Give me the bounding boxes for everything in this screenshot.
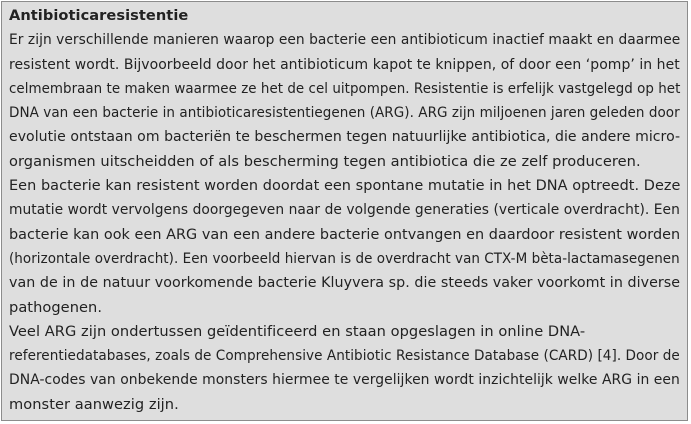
text-line: monster aanwezig zijn. xyxy=(9,395,179,413)
text-line: resistent wordt. Bijvoorbeeld door het antibioticum kapot te knippen, of door een ‘pomp’ in het xyxy=(9,55,680,73)
info-text-box xyxy=(1,1,688,421)
text-line: bacterie kan ook een ARG van een andere bacterie ontvangen en daardoor resistent worden xyxy=(9,225,681,243)
text-line: DNA-codes van onbekende monsters hiermee te vergelijken wordt inzichtelijk welke ARG in een xyxy=(9,371,680,389)
text-line: pathogenen. xyxy=(9,298,103,316)
text-line: Een bacterie kan resistent worden doordat een spontane mutatie in het DNA optreedt. Deze xyxy=(9,177,681,195)
text-line: referentiedatabases, zoals de Comprehensive Antibiotic Resistance Database (CARD) [4]. Door de xyxy=(9,347,680,365)
text-line: mutatie wordt vervolgens doorgegeven naar de volgende generaties (verticale overdracht). Een xyxy=(9,201,680,219)
text-line: evolutie ontstaan om bacteriën te beschermen tegen natuurlijke antibiotica, die andere micro- xyxy=(9,128,681,146)
text-line: organismen uitscheidden of als bescherming tegen antibiotica die ze zelf produceren. xyxy=(9,152,641,170)
text-line: DNA van een bacterie in antibioticaresistentiegenen (ARG). ARG zijn miljoenen jaren geleden door xyxy=(9,104,680,122)
box-title: Antibioticaresistentie xyxy=(9,7,189,24)
text-line: van de in de natuur voorkomende bacterie Kluyvera sp. die steeds vaker voorkomt in diverse xyxy=(9,274,681,292)
text-line: celmembraan te maken waarmee ze het de cel uitpompen. Resistentie is erfelijk vastgelegd op het xyxy=(9,79,681,97)
text-line: Er zijn verschillende manieren waarop een bacterie een antibioticum inactief maakt en daarmee xyxy=(9,31,681,49)
text-line: Veel ARG zijn ondertussen geïdentificeerd en staan opgeslagen in online DNA- xyxy=(9,322,586,340)
text-line: (horizontale overdracht). Een voorbeeld hiervan is de overdracht van CTX-M bèta-lactamasegenen xyxy=(9,249,680,267)
